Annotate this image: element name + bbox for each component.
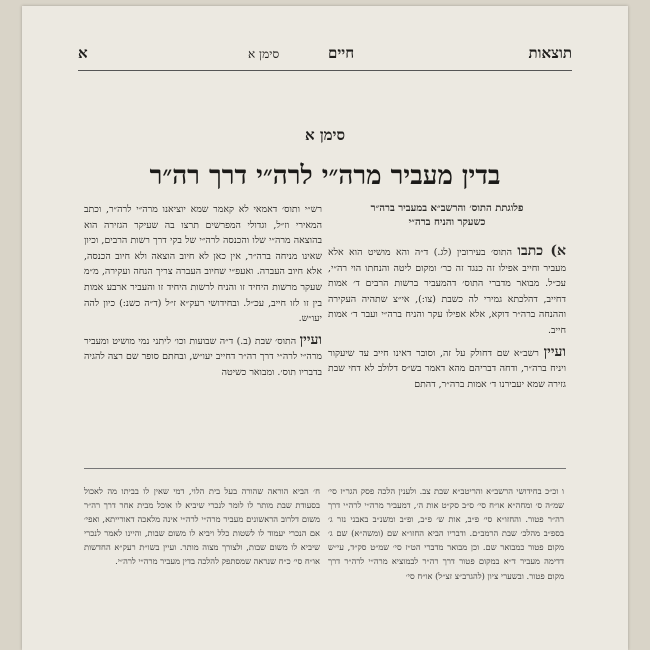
subheading-line-1: פלוגתת התוס׳ והרשב״א במעביר ברה״ר (370, 203, 524, 214)
chapter-title: בדין מעביר מרה״י לרה״י דרך רה״ר (149, 161, 501, 191)
paragraph (84, 202, 322, 327)
left-column (84, 202, 322, 387)
paragraph-text: רשב״א שם דחולק על זה, וסובר דאינו חייב עד שיעקור ויניח ברה״ר, ודחה דבריהם מהא דאמר בש״ס דלולב לא דחי שבת גזירה שמא יעבירנו ד׳ אמות ברה״ר, דהתם (328, 347, 566, 390)
book-page (22, 6, 628, 650)
header-section-name: חיים (328, 44, 355, 62)
footnote-left: ח׳ הביא הוראה שהורה בעל בית הלוי, דמי שאין לו בביתו מה לאכול בסעודת שבת מותר לו לומר לנכרי שיביא לו אוכל מבית אחר דרך רה״ר משום דלרוב הראשונים מעביר מרה״י לרה״י אינה מלאכה דאורייתא, ואפי׳ אם הנכרי יעמוד לו לשטות כלל ויביא לו משום שבות, והיינו לאמר לנכרי שיביא לו משום שבות, ולצורך מצוה מותר. ועיין בשו״ת רעק״א החדשות או״ח סי׳ כ״ח שנראה שמסתפק להלכה בדין מעביר מרה״י לרה״י. (84, 486, 320, 567)
footnote-right: ו וכ״כ בחידושי הרשב״א והריטב״א שבת צב. ולענין הלכה פסק הגר״ז סי׳ שמ״ה ס׳ ומחה״א או״ח סי׳ ס״ב סק״ט אות ה׳, דמעביר מרה״י לרה״י דרך רה״ר פטור. והחזו״א סי׳ פ״ב, אות ש׳ פ״ב, ופ״ב ומשנ״ב באבני נזר ג׳ בספ״ב מהלכ׳ שבת הרמב״ם. ודבריו הביא החזו״א שם (ומשה״א) שם ג׳ מקום פטור כמבואר שם. וכן מבואר מדברי הט״ז סי׳ שמ״ט סק״ד, עי״ש דדימה מעביר ד״א במקום פטור דרך רה״ר לבמוציא מרה״י לרה״ר דרך מקום פטור. ובשערי ציון (להגרב״צ זצ״ל) או״ח סי׳ (328, 486, 564, 581)
header-rule (78, 70, 572, 71)
right-column-subheading (328, 202, 566, 230)
header-siman-label: סימן א (248, 47, 280, 61)
paragraph (84, 333, 322, 381)
subheading-line-2: כשעקר והניח ברה״י (408, 217, 486, 228)
paragraph (328, 244, 566, 339)
paragraph-lead-word: א) כתבו (517, 243, 567, 259)
right-column (328, 202, 566, 398)
siman-title: סימן א (304, 126, 346, 144)
header-page-letter: א (78, 44, 88, 62)
footnote-divider (84, 468, 566, 469)
header-book-title: תוצאות (528, 44, 572, 62)
paragraph-text: רש״י ותוס׳ דאמאי לא קאמר שמא יוציאנו מרה״י לרה״ר, וכתב המאירי וז״ל, וגדולי המפרשים תרצו בה שעיקר הגזירה הוא בהוצאה מרה״י שלו והכנסה לרה״י של בקי דרך רשות הרבים, וכיון שאינו מניחה ברה״ר, אין כאן לא חיוב הוצאה ולא חיוב הכנסה, אלא חיוב העברה. ואעפ״י שחיוב העברה צריך הנחה ועקירה, מ״מ שעקר מרשות היחיד זו והניח לרשות היחיד זו והעביר ארבע אמות בין זו לזו חייב, עכ״ל. ובחידושי רעק״א ז״ל (ד״ה כשנ:) כיון להה יעו״ש. (84, 204, 322, 325)
paragraph (328, 345, 566, 393)
paragraph-lead-word: ועיין (543, 343, 566, 360)
paragraph-text: התוס׳ בעירובין (לג.) ד״ה והא מושיט הוא אלא מעביר וחייב אפילו זה כנגד זה כר׳ ומקום ליטה והנחתו הוי רה״י, עכ״ל. מבואר מדברי התוס׳ דהמעביר ברשות הרבים ד׳ אמות דחייב, דהלכתא גמירי לה כשבת (צו:), אי״צ שתהיה העקירה וההנחה ברה״ר דוקא, אלא אפילו עקר והניח ברה״י ועבר ד׳ אמות חייב. (328, 247, 566, 336)
paragraph-lead-word: ועיין (299, 331, 322, 348)
running-header (78, 38, 572, 72)
paragraph-text: התוס׳ שבת (ב.) ד״ה שבועות וכו׳ ליתני נמי מושיט ומעביר מרה״י לרה״י דרך רה״ר דחייב יעו״ש, ובחתם סופר שם רצה להגיה בדבריו תוס׳. ומבואר כשיטה (84, 335, 322, 378)
